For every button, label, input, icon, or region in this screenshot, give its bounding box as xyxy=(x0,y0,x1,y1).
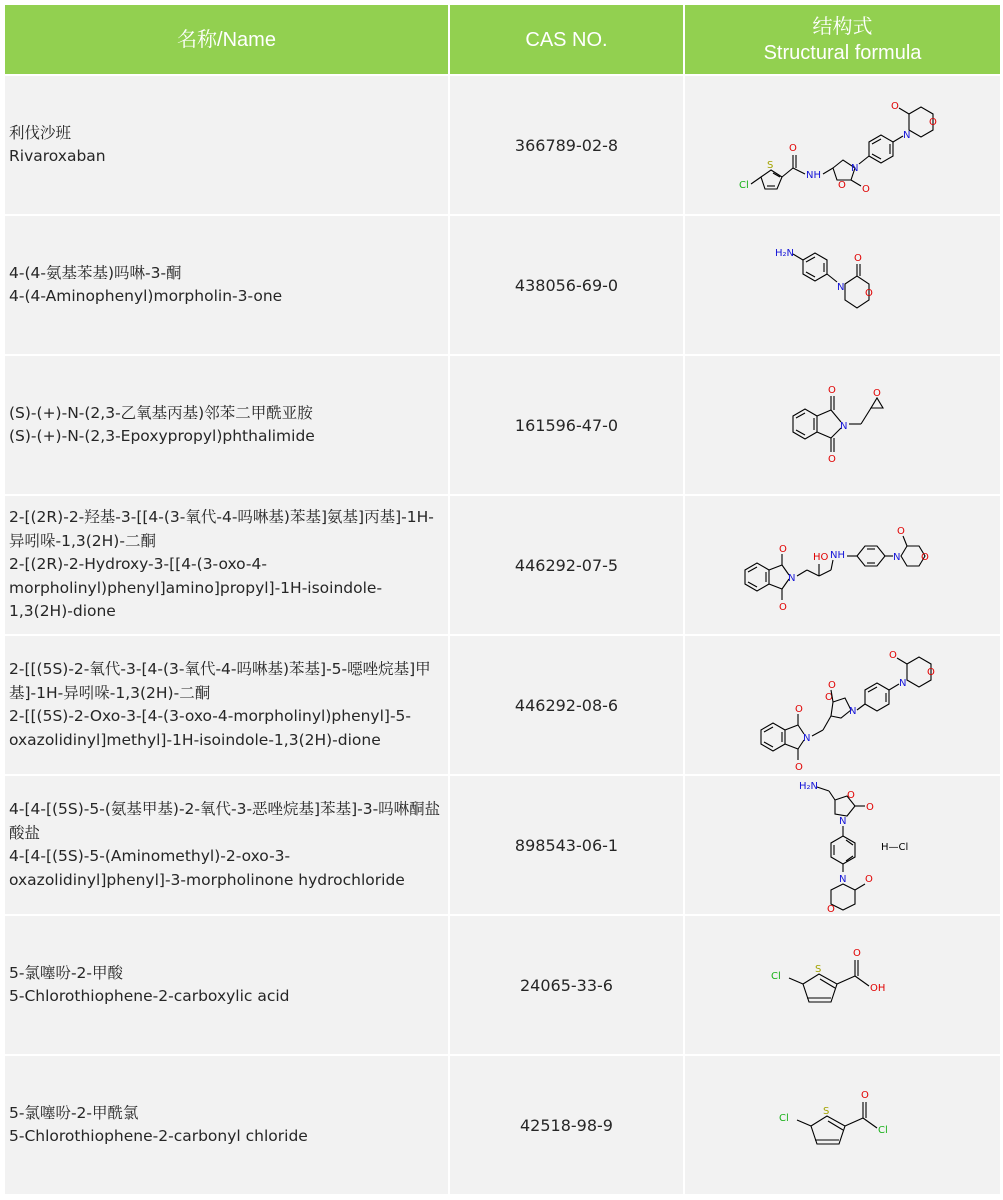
cas-number: 898543-06-1 xyxy=(514,835,619,855)
svg-text:O: O xyxy=(828,385,836,396)
compound-name-cn: 4-(4-氨基苯基)吗啉-3-酮 xyxy=(9,263,182,282)
header-structure-label-en: Structural formula xyxy=(763,41,922,64)
svg-text:O: O xyxy=(779,602,787,613)
compound-name-cn: (S)-(+)-N-(2,3-乙氧基丙基)邻苯二甲酰亚胺 xyxy=(9,403,313,422)
table-row-name xyxy=(5,356,448,494)
svg-text:O: O xyxy=(897,526,905,537)
table-row-cas xyxy=(450,776,683,914)
svg-text:Cl: Cl xyxy=(771,971,781,982)
svg-text:O: O xyxy=(891,101,899,112)
compound-name-en: 4-[4-[(5S)-5-(Aminomethyl)-2-oxo-3-oxazolidinyl]phenyl]-3-morpholinone hydrochloride xyxy=(9,847,405,889)
svg-text:O: O xyxy=(779,544,787,555)
svg-text:N: N xyxy=(851,163,859,174)
svg-text:N: N xyxy=(849,706,857,717)
svg-text:Cl: Cl xyxy=(739,180,749,191)
cas-number: 24065-33-6 xyxy=(520,975,613,995)
structure-epoxypropyl-phthalimide xyxy=(685,356,1000,494)
structure-hydroxy-amino-propyl-isoindoledione xyxy=(685,496,1000,634)
table-row-structure xyxy=(685,636,1000,774)
compound-name-cn: 4-[4-[(5S)-5-(氨基甲基)-2-氧代-3-恶唑烷基]苯基]-3-吗啉酮盐酸盐 xyxy=(9,800,441,842)
structure-aminomethyl-oxazolidinyl-morpholinone-hcl xyxy=(685,776,1000,914)
table-row-cas xyxy=(450,1056,683,1194)
table-row-name xyxy=(5,76,448,214)
header-cas xyxy=(450,5,683,74)
compound-name-en: 5-Chlorothiophene-2-carbonyl chloride xyxy=(9,1127,308,1145)
svg-text:N: N xyxy=(803,733,811,744)
compound-name-en: 5-Chlorothiophene-2-carboxylic acid xyxy=(9,987,290,1005)
svg-text:H—Cl: H—Cl xyxy=(881,842,909,853)
svg-text:O: O xyxy=(825,692,833,703)
structure-aminophenyl-morpholinone xyxy=(685,216,1000,354)
svg-text:N: N xyxy=(839,874,847,885)
table-row-name xyxy=(5,916,448,1054)
compound-table xyxy=(5,5,998,1194)
svg-text:OH: OH xyxy=(870,983,886,994)
cas-number: 366789-02-8 xyxy=(514,135,619,155)
svg-text:N: N xyxy=(903,130,911,141)
svg-text:H₂N: H₂N xyxy=(799,781,819,792)
header-name xyxy=(5,5,448,74)
svg-text:O: O xyxy=(866,802,874,813)
cas-number: 438056-69-0 xyxy=(514,275,619,295)
svg-text:N: N xyxy=(840,421,848,432)
svg-text:O: O xyxy=(865,288,873,299)
table-row-name xyxy=(5,216,448,354)
table-row-name xyxy=(5,496,448,634)
structure-rivaroxaban xyxy=(685,76,1000,214)
table-row-cas xyxy=(450,76,683,214)
table-row-structure xyxy=(685,496,1000,634)
svg-text:N: N xyxy=(788,573,796,584)
svg-text:O: O xyxy=(789,143,797,154)
svg-text:O: O xyxy=(929,117,937,128)
svg-text:O: O xyxy=(861,1090,869,1101)
svg-text:Cl: Cl xyxy=(779,1113,789,1124)
header-structure xyxy=(685,5,1000,74)
structure-oxazolidinyl-methyl-isoindoledione xyxy=(685,636,1000,774)
header-name-label: 名称/Name xyxy=(177,28,276,51)
svg-text:HO: HO xyxy=(813,552,829,563)
svg-text:O: O xyxy=(827,904,835,914)
table-row-cas xyxy=(450,356,683,494)
compound-name-cn: 5-氯噻吩-2-甲酰氯 xyxy=(9,1103,139,1122)
table-row-cas xyxy=(450,636,683,774)
svg-text:O: O xyxy=(927,667,935,678)
svg-text:O: O xyxy=(838,180,846,191)
table-row-structure xyxy=(685,216,1000,354)
compound-name-cn: 5-氯噻吩-2-甲酸 xyxy=(9,963,124,982)
svg-text:O: O xyxy=(853,948,861,959)
svg-text:O: O xyxy=(873,388,881,399)
table-row-cas xyxy=(450,216,683,354)
svg-text:O: O xyxy=(795,704,803,715)
structure-chlorothiophene-carbonyl-chloride xyxy=(685,1056,1000,1194)
table-row-structure xyxy=(685,356,1000,494)
cas-number: 161596-47-0 xyxy=(514,415,619,435)
svg-text:O: O xyxy=(889,650,897,661)
svg-text:S: S xyxy=(767,160,774,171)
table-row-structure xyxy=(685,76,1000,214)
structure-chlorothiophene-carboxylic-acid xyxy=(685,916,1000,1054)
svg-text:H₂N: H₂N xyxy=(775,248,795,259)
svg-text:S: S xyxy=(815,964,822,975)
table-row-structure xyxy=(685,776,1000,914)
compound-name-en: 4-(4-Aminophenyl)morpholin-3-one xyxy=(9,287,283,305)
table-row-structure xyxy=(685,916,1000,1054)
svg-text:S: S xyxy=(823,1106,830,1117)
cas-number: 446292-08-6 xyxy=(514,695,619,715)
table-row-name xyxy=(5,1056,448,1194)
svg-text:O: O xyxy=(828,680,836,691)
svg-text:O: O xyxy=(828,454,836,465)
svg-text:N: N xyxy=(899,678,907,689)
compound-name-cn: 2-[(2R)-2-羟基-3-[[4-(3-氧代-4-吗啉基)苯基]氨基]丙基]-1H-异吲哚-1,3(2H)-二酮 xyxy=(9,508,434,550)
compound-name-en: Rivaroxaban xyxy=(9,147,106,165)
svg-text:O: O xyxy=(854,253,862,264)
compound-name-en: (S)-(+)-N-(2,3-Epoxypropyl)phthalimide xyxy=(9,427,315,445)
table-row-name xyxy=(5,636,448,774)
cas-number: 446292-07-5 xyxy=(514,555,619,575)
table-row-cas xyxy=(450,496,683,634)
table-row-cas xyxy=(450,916,683,1054)
table-row-name xyxy=(5,776,448,914)
svg-text:O: O xyxy=(921,552,929,563)
svg-text:NH: NH xyxy=(830,550,845,561)
svg-text:O: O xyxy=(847,790,855,801)
svg-text:O: O xyxy=(862,184,870,195)
compound-name-cn: 利伐沙班 xyxy=(9,123,72,142)
compound-name-en: 2-[[(5S)-2-Oxo-3-[4-(3-oxo-4-morpholinyl)phenyl]-5-oxazolidinyl]methyl]-1H-isoindole-1,3(2H)-dione xyxy=(9,707,412,749)
svg-text:O: O xyxy=(795,762,803,773)
svg-text:NH: NH xyxy=(806,170,821,181)
compound-name-cn: 2-[[(5S)-2-氧代-3-[4-(3-氧代-4-吗啉基)苯基]-5-噁唑烷基]甲基]-1H-异吲哚-1,3(2H)-二酮 xyxy=(9,660,431,702)
svg-text:N: N xyxy=(837,282,845,293)
header-cas-label: CAS NO. xyxy=(525,28,608,51)
svg-text:N: N xyxy=(839,816,847,827)
svg-text:N: N xyxy=(893,552,901,563)
header-structure-label-cn: 结构式 xyxy=(812,15,873,38)
svg-text:Cl: Cl xyxy=(878,1125,888,1136)
svg-text:O: O xyxy=(865,874,873,885)
compound-name-en: 2-[(2R)-2-Hydroxy-3-[[4-(3-oxo-4-morpholinyl)phenyl]amino]propyl]-1H-isoindole-1,3(2H)-dione xyxy=(9,555,383,621)
table-row-structure xyxy=(685,1056,1000,1194)
cas-number: 42518-98-9 xyxy=(520,1115,613,1135)
